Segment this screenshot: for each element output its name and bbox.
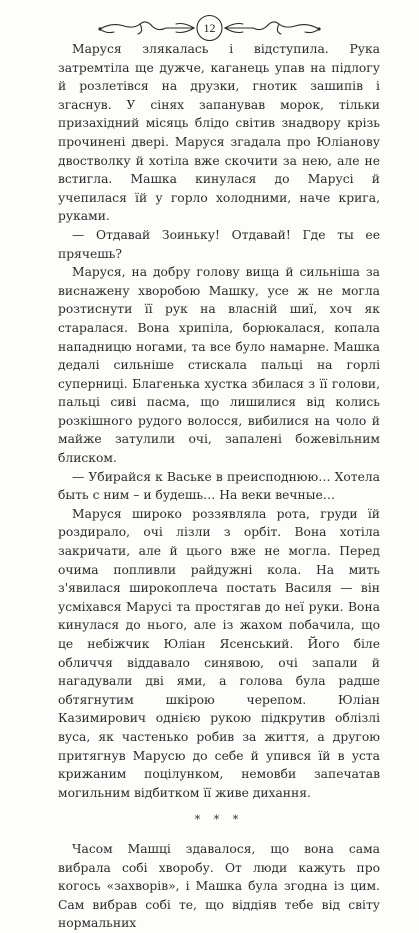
- page-body: [58, 40, 380, 933]
- paragraph: Маруся, на добру голову вища й сильніша за виснажену хворобою Машку, усе ж не могла розтиснути її рук на власній шиї, хоч як старалася. Вона хрипіла, борюкалася, копала нападницю ногами, та все було намарне. Машка дедалі сильніше стискала пальці на горлі суперниці. Благенька хустка збилася з її голови, пальці сиві пасма, що лишилися від колись розкішного рудого волосся, вибилися на чоло й майже затулили очі, запалені божевільним блиском.: [58, 265, 380, 466]
- section-separator: * * *: [194, 813, 244, 827]
- paragraph: — Убирайся к Ваське в преисподнюю… Хотела быть с ним – и будешь… На веки вечные…: [58, 469, 380, 503]
- page-number: 12: [203, 21, 216, 35]
- paragraph: Часом Машці здавалося, що вона сама вибрала собі хворобу. От люди кажуть про когось «захворів», і Машка була згодна із цим. Сам вибрав собі те, що віддіяв тебе від світу нормальних: [58, 841, 380, 931]
- paragraph: Маруся широко роззявляла рота, груди їй роздирало, очі лізли з орбіт. Вона хотіла закричати, але й цього вже не могла. Перед очима попливли райдужні кола. На мить з'явилася широкоплеча постать Василя — він усміхався Марусі та простягав до неї руки. Вона кинулася до нього, але із жахом побачила, що це небіжчик Юліан Ясенський. Його біле обличчя віддавало синявою, очі запали й нагадували дві ями, а голова була радше обтягнутим шкірою черепом. Юліан Казимирович однією рукою підкрутив облізлі вуса, як частенько робив за життя, а другою притягнув Марусю до себе й упився їй в уста крижаним поцілунком, немовби запечатав могильним відбитком її живе дихання.: [58, 506, 380, 800]
- paragraph: Маруся злякалась і відступила. Рука затремтіла ще дужче, каганець упав на підлогу й розлетівся на друзки, гнотик зашипів і згаснув. У сінях запанував морок, тільки призахідний місяць блідо світив знадвору крізь прочинені двері. Маруся згадала про Юліанову двостволку й хотіла вже скочити за нею, але не встигла. Машка кинулася до Марусі й учепилася їй у горло холодними, наче крига, руками.: [58, 42, 380, 224]
- paragraph: — Отдавай Зоиньку! Отдавай! Где ты ее прячешь?: [58, 227, 380, 261]
